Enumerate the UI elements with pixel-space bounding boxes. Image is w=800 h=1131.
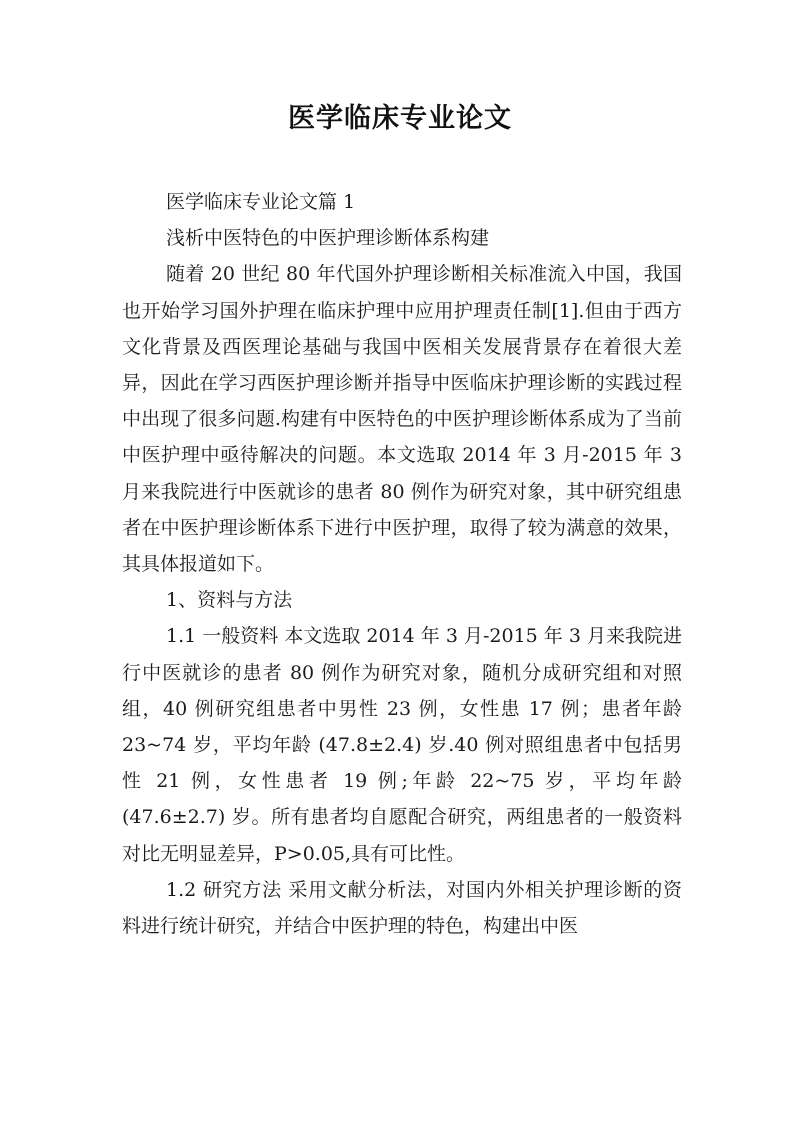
paragraph-methods: 1.2 研究方法 采用文献分析法，对国内外相关护理诊断的资料进行统计研究，并结合中医护理的特色，构建出中医 (122, 878, 682, 938)
subtitle: 医学临床专业论文篇 1 (166, 191, 356, 213)
document-title: 医学临床专业论文 (288, 103, 512, 134)
document-body (122, 184, 682, 944)
article-title: 浅析中医特色的中医护理诊断体系构建 (166, 227, 490, 250)
paragraph-intro: 随着 20 世纪 80 年代国外护理诊断相关标准流入中国，我国也开始学习国外护理在临床护理中应用护理责任制[1].但由于西方文化背景及西医理论基础与我国中医相关发展背景存在着很大差异，因此在学习西医护理诊断并指导中医临床护理诊断的实践过程中出现了很多问题.构建有中医特色的中医护理诊断体系成为了当前中医护理中亟待解决的问题。本文选取 2014 年 3 月-2015 年 3 月来我院进行中医就诊的患者 80 例作为研究对象，其中研究组患者在中医护理诊断体系下进行中医护理，取得了较为满意的效果，其具体报道如下。 (122, 263, 682, 576)
section-heading: 1、资料与方法 (166, 589, 293, 612)
paragraph-general-data: 1.1 一般资料 本文选取 2014 年 3 月-2015 年 3 月来我院进行中医就诊的患者 80 例作为研究对象，随机分成研究组和对照组，40 例研究组患者中男性 23 例，女性患 17 例；患者年龄 23~74 岁，平均年龄 (47.8±2.4) 岁.40 例对照组患者中包括男性 21 例，女性患者 19 例;年龄 22~75 岁，平均年龄 (47.6±2.7) 岁。所有患者均自愿配合研究，两组患者的一般资料对比无明显差异，P>0.05,具有可比性。 (122, 625, 682, 865)
